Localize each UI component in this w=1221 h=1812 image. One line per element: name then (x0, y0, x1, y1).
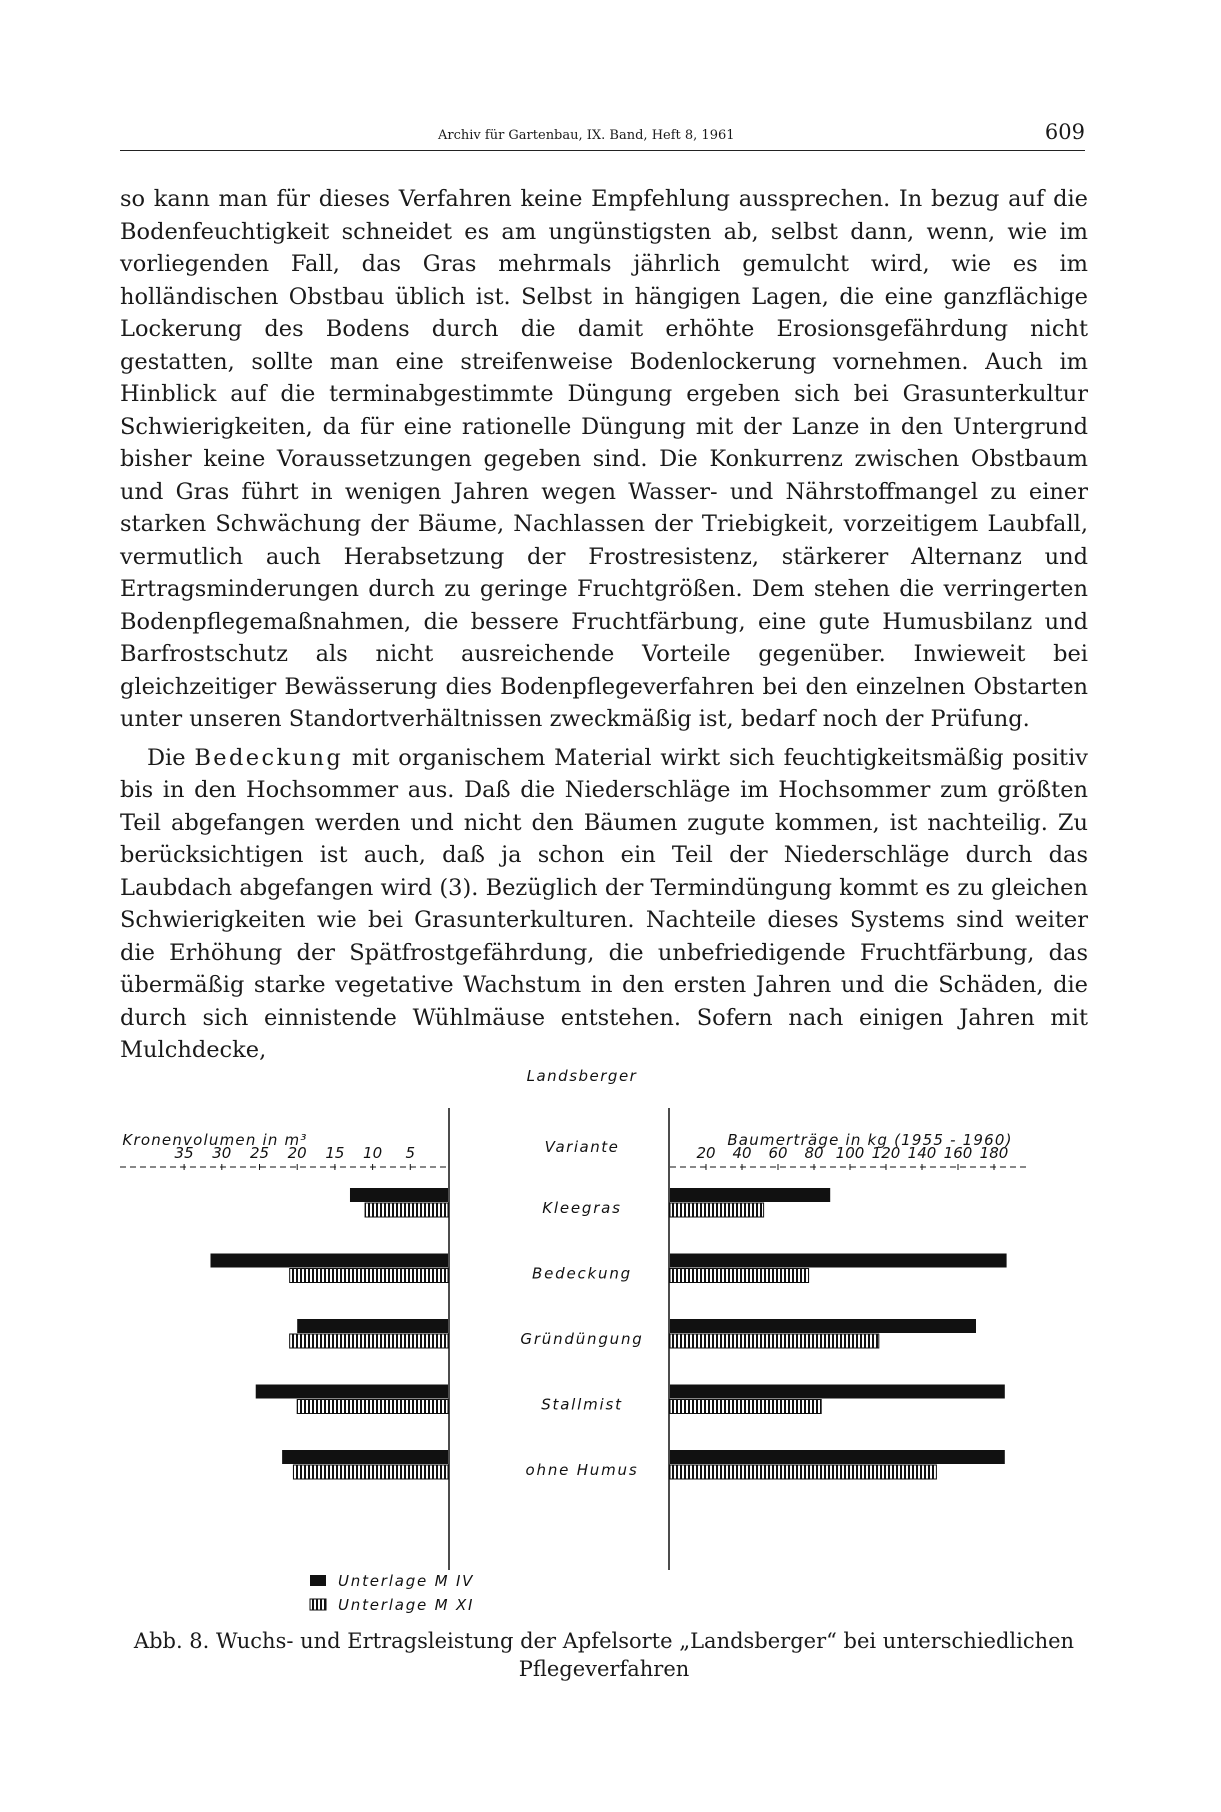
paragraph-text: mit organischem Material wirkt sich feuchtigkeitsmäßig positiv bis in den Hochsommer aus. Daß die Niederschläge im Hochsommer zum größten Teil abgefangen werden und nicht den Bäumen zugute kommen, ist nachteilig. Zu berücksichtigen ist auch, daß ja schon ein Teil der Niederschläge durch das Laubdach abgefangen wird (3). Bezüglich der Termindüngung kommt es zu gleichen Schwierigkeiten wie bei Grasunterkulturen. Nachteile dieses Systems sind weiter die Erhöhung der Spätfrostgefährdung, die unbefriedigende Fruchtfärbung, das übermäßig starke vegetative Wachstum in den ersten Jahren und die Schäden, die durch sich einnistende Wühlmäuse entstehen. Sofern nach einigen Jahren mit Mulchdecke, (120, 744, 1089, 1063)
bar-right-m-xi (670, 1269, 809, 1283)
bar-left-m-xi (365, 1203, 448, 1217)
right-axis-label: Baumerträge in kg (1955 - 1960) (727, 1131, 1013, 1149)
bar-right-m-iv (670, 1319, 976, 1333)
emphasized-term: Bedeckung (194, 744, 344, 771)
category-axis-label: Variante (544, 1138, 620, 1156)
bar-left-m-iv (210, 1254, 448, 1268)
bar-right-m-iv (670, 1188, 830, 1202)
right-tick-label: 40 (732, 1144, 752, 1162)
paragraph-text: Die (147, 744, 195, 771)
right-tick-label: 140 (907, 1144, 937, 1162)
bar-right-m-iv (670, 1254, 1007, 1268)
right-tick-label: 80 (804, 1144, 824, 1162)
bar-right-m-xi (670, 1400, 821, 1414)
legend-swatch-solid (310, 1575, 326, 1586)
legend-swatch-hatched (310, 1599, 326, 1610)
body-text (120, 183, 1088, 1067)
left-tick-label: 20 (287, 1144, 307, 1162)
paragraph (120, 742, 1088, 1067)
right-tick-label: 160 (943, 1144, 973, 1162)
bar-left-m-xi (290, 1334, 448, 1348)
right-tick-label: 100 (835, 1144, 865, 1162)
bar-right-m-xi (670, 1465, 936, 1479)
category-label: Bedeckung (532, 1264, 632, 1283)
figure-caption: Abb. 8. Wuchs- und Ertragsleistung der Apfelsorte „Landsberger“ bei unterschiedlichen Pflegeverfahren (133, 1629, 1075, 1681)
right-tick-label: 180 (979, 1144, 1009, 1162)
right-tick-label: 120 (871, 1144, 901, 1162)
left-tick-label: 5 (405, 1144, 416, 1162)
bar-left-m-iv (350, 1188, 448, 1202)
bar-left-m-xi (297, 1400, 448, 1414)
bar-right-m-xi (670, 1334, 879, 1348)
right-tick-label: 20 (696, 1144, 716, 1162)
left-tick-label: 10 (363, 1144, 383, 1162)
page-number: 609 (1044, 120, 1085, 144)
running-head: Archiv für Gartenbau, IX. Band, Heft 8, 1961 (438, 128, 735, 143)
figure-8 (120, 1060, 1100, 1620)
category-label: Stallmist (541, 1395, 623, 1414)
category-label: Gründüngung (520, 1330, 644, 1348)
category-label: Kleegras (542, 1199, 622, 1217)
legend-label: Unterlage M XI (338, 1596, 475, 1614)
left-tick-label: 30 (212, 1144, 232, 1162)
bar-left-m-iv (282, 1450, 448, 1464)
paragraph-text: so kann man für dieses Verfahren keine Empfehlung aussprechen. In bezug auf die Bodenfeuchtigkeit schneidet es am ungünstigsten ab, selbst dann, wenn, wie im vorliegenden Fall, das Gras mehrmals jährlich gemulcht wird, wie es im holländischen Obstbau üblich ist. Selbst in hängigen Lagen, die eine ganzflächige Lockerung des Bodens durch die damit erhöhte Erosionsgefährdung nicht gestatten, sollte man eine streifenweise Bodenlockerung vornehmen. Auch im Hinblick auf die terminabgestimmte Düngung ergeben sich bei Grasunterkultur Schwierigkeiten, da für eine rationelle Düngung mit der Lanze in den Untergrund bisher keine Voraussetzungen gegeben sind. Die Konkurrenz zwischen Obstbaum und Gras führt in wenigen Jahren wegen Wasser- und Nährstoffmangel zu einer starken Schwächung der Bäume, Nachlassen der Triebigkeit, vorzeitigem Laubfall, vermutlich auch Herabsetzung der Frostresistenz, stärkerer Alternanz und Ertragsminderungen durch zu geringe Fruchtgrößen. Dem stehen die verringerten Bodenpflegemaßnahmen, die bessere Fruchtfärbung, eine gute Humusbilanz und Barfrostschutz als nicht ausreichende Vorteile gegenüber. Inwieweit bei gleichzeitiger Bewässerung dies Bodenpflegeverfahren bei den einzelnen Obstarten unter unseren Standortverhältnissen zweckmäßig ist, bedarf noch der Prüfung. (120, 186, 1088, 732)
legend-label: Unterlage M IV (338, 1572, 475, 1590)
page-header (120, 120, 1085, 151)
left-tick-label: 15 (325, 1144, 345, 1162)
bar-left-m-iv (256, 1385, 448, 1399)
bar-left-m-xi (293, 1465, 448, 1479)
left-axis-label: Kronenvolumen in m³ (122, 1131, 308, 1149)
left-tick-label: 35 (174, 1144, 194, 1162)
bar-chart (120, 1060, 1100, 1620)
bar-right-m-xi (670, 1203, 764, 1217)
category-label: ohne Humus (525, 1461, 639, 1479)
chart-title: Landsberger (526, 1067, 638, 1085)
paragraph (120, 183, 1088, 736)
bar-left-m-xi (290, 1269, 448, 1283)
bar-left-m-iv (297, 1319, 448, 1333)
left-tick-label: 25 (249, 1144, 270, 1162)
bar-right-m-iv (670, 1385, 1005, 1399)
bar-right-m-iv (670, 1450, 1005, 1464)
right-tick-label: 60 (768, 1144, 788, 1162)
